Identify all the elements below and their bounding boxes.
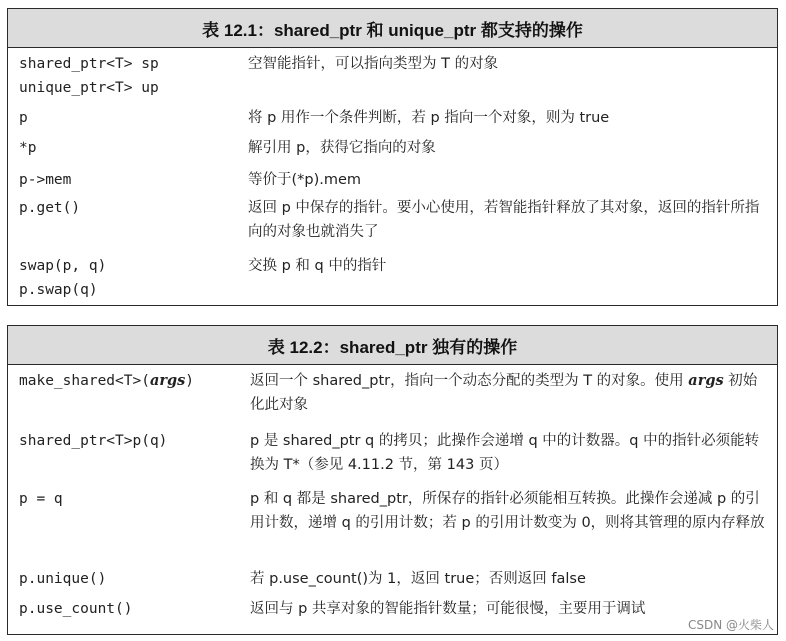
operation-line: unique_ptr<T> up	[19, 80, 159, 96]
table-row	[8, 487, 777, 567]
description-cell: 交换 p 和 q 中的指针	[248, 258, 387, 274]
table-row	[8, 597, 777, 625]
operation-line: p.swap(q)	[19, 282, 98, 298]
table-row	[8, 136, 777, 168]
table-12-1	[7, 8, 778, 306]
table-caption: 表 12.1：shared_ptr 和 unique_ptr 都支持的操作	[8, 9, 777, 48]
operation-line: swap(p, q)	[19, 258, 107, 274]
description-text: 返回一个 shared_ptr，指向一个动态分配的类型为 T 的对象。使用	[250, 373, 689, 389]
operation-cell: p = q	[19, 491, 63, 507]
operation-cell: p->mem	[19, 172, 72, 188]
operation-line: shared_ptr<T> sp	[19, 56, 159, 72]
table-row	[8, 52, 777, 106]
description-cell: 等价于(*p).mem	[248, 172, 362, 188]
description-cell: 返回与 p 共享对象的智能指针数量；可能很慢，主要用于调试	[250, 601, 646, 617]
description-cell: 空智能指针，可以指向类型为 T 的对象	[248, 56, 499, 72]
table-row	[8, 254, 777, 304]
operation-cell: p.get()	[19, 200, 81, 216]
operation-cell: p.use_count()	[19, 601, 133, 617]
table-row	[8, 369, 777, 429]
table-12-2	[7, 325, 778, 635]
description-cell: p 和 q 都是 shared_ptr，所保存的指针必须能相互转换。此操作会递减 p 的引用计数，递增 q 的引用计数；若 p 的引用计数变为 0，则将其管理的原内存释放	[250, 491, 765, 531]
operation-text: )	[185, 373, 195, 389]
operation-cell: shared_ptr<T>p(q)	[19, 433, 168, 449]
table-row	[8, 106, 777, 136]
table-caption: 表 12.2：shared_ptr 独有的操作	[8, 326, 777, 365]
operation-text: make_shared<T>(	[19, 373, 150, 389]
table-row	[8, 168, 777, 196]
operation-arg: args	[149, 372, 186, 389]
watermark: CSDN @火柴人	[687, 618, 774, 632]
description-cell	[250, 369, 770, 417]
operation-cell: p	[19, 110, 28, 126]
operation-cell	[19, 254, 106, 302]
description-cell: 若 p.use_count()为 1，返回 true；否则返回 false	[250, 571, 586, 587]
description-cell: p 是 shared_ptr q 的拷贝；此操作会递增 q 中的计数器。q 中的指针必须能转换为 T*（参见 4.11.2 节，第 143 页）	[250, 433, 760, 473]
description-cell: 返回 p 中保存的指针。要小心使用，若智能指针释放了其对象，返回的指针所指向的对象也就消失了	[248, 200, 760, 240]
table-row	[8, 567, 777, 597]
table-row	[8, 196, 777, 254]
operation-cell: *p	[19, 140, 37, 156]
table-row	[8, 429, 777, 487]
description-cell: 解引用 p，获得它指向的对象	[248, 140, 436, 156]
description-cell: 将 p 用作一个条件判断，若 p 指向一个对象，则为 true	[248, 110, 610, 126]
description-arg: args	[688, 372, 724, 389]
operation-cell	[19, 52, 159, 100]
operation-cell: p.unique()	[19, 571, 107, 587]
operation-cell	[19, 369, 194, 393]
description-text: 初始化此对象	[250, 373, 758, 413]
